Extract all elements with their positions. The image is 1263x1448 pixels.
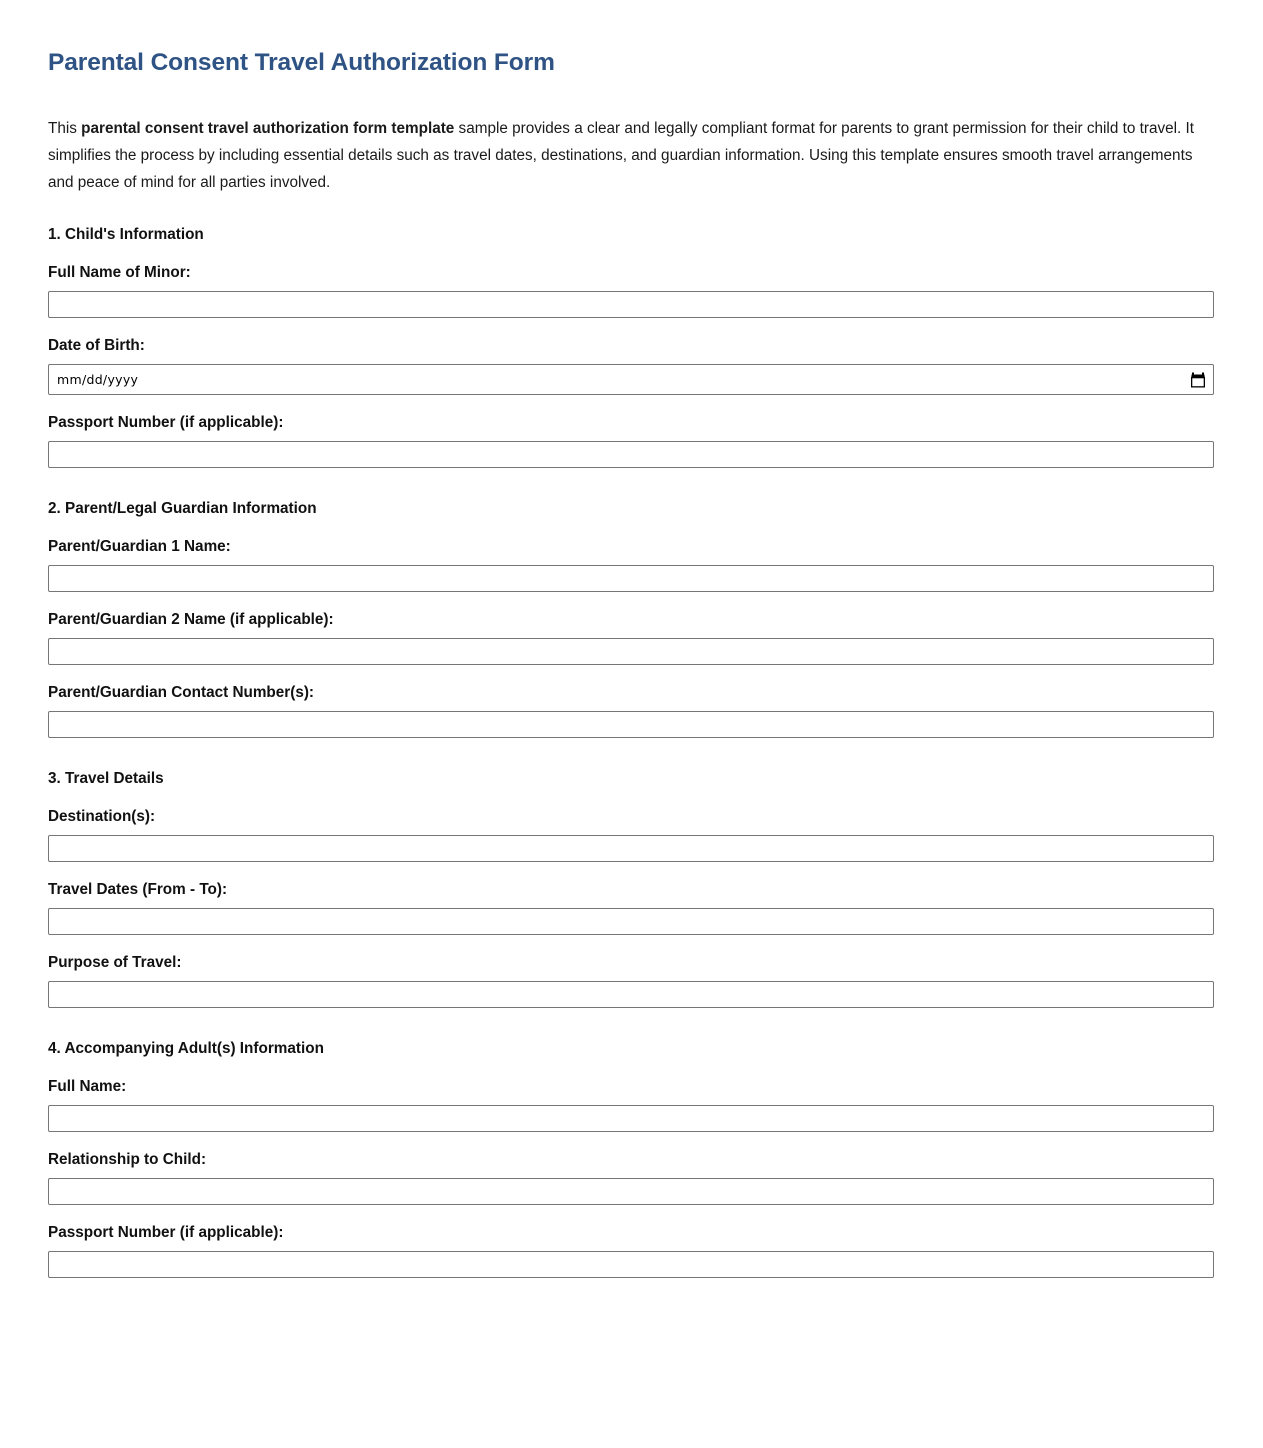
section-heading: 1. Child's Information — [48, 226, 204, 243]
field-passport-number-child — [48, 413, 1215, 468]
field-parent-guardian-2-name — [48, 610, 1215, 665]
field-date-of-birth — [48, 336, 1215, 395]
relationship-to-child-input[interactable] — [48, 1178, 1214, 1205]
field-label: Destination(s): — [48, 808, 156, 825]
date-placeholder-text: mm/dd/yyyy — [57, 372, 139, 387]
travel-dates-input[interactable] — [48, 908, 1214, 935]
date-of-birth-input[interactable] — [48, 364, 1214, 395]
calendar-icon[interactable] — [1191, 372, 1205, 387]
field-label: Full Name of Minor: — [48, 264, 191, 281]
field-label: Parent/Guardian 2 Name (if applicable): — [48, 611, 334, 628]
section-heading: 4. Accompanying Adult(s) Information — [48, 1040, 324, 1057]
intro-paragraph — [48, 115, 1214, 196]
field-label: Relationship to Child: — [48, 1151, 207, 1168]
section-childs-information — [48, 225, 1215, 468]
field-destinations — [48, 807, 1215, 862]
field-purpose-of-travel — [48, 953, 1215, 1008]
field-full-name-of-minor — [48, 263, 1215, 318]
accompanying-full-name-input[interactable] — [48, 1105, 1214, 1132]
section-parent-guardian-information — [48, 499, 1215, 738]
field-parent-guardian-contact-number — [48, 683, 1215, 738]
field-parent-guardian-1-name — [48, 537, 1215, 592]
passport-number-child-input[interactable] — [48, 441, 1214, 468]
intro-text-part1: This — [48, 120, 82, 137]
date-input-box[interactable] — [48, 364, 1214, 395]
field-passport-number-adult — [48, 1223, 1215, 1278]
field-label: Purpose of Travel: — [48, 954, 182, 971]
page-title: Parental Consent Travel Authorization Form — [48, 49, 555, 76]
passport-number-adult-input[interactable] — [48, 1251, 1214, 1278]
field-label: Travel Dates (From - To): — [48, 881, 228, 898]
intro-text-bold: parental consent travel authorization form template — [81, 120, 455, 137]
parent-guardian-contact-number-input[interactable] — [48, 711, 1214, 738]
parent-guardian-2-name-input[interactable] — [48, 638, 1214, 665]
field-relationship-to-child — [48, 1150, 1215, 1205]
section-accompanying-adults-information — [48, 1039, 1215, 1278]
purpose-of-travel-input[interactable] — [48, 981, 1214, 1008]
field-label: Passport Number (if applicable): — [48, 1224, 284, 1241]
section-travel-details — [48, 769, 1215, 1008]
field-label: Parent/Guardian Contact Number(s): — [48, 684, 315, 701]
field-label: Passport Number (if applicable): — [48, 414, 284, 431]
destinations-input[interactable] — [48, 835, 1214, 862]
field-accompanying-full-name — [48, 1077, 1215, 1132]
section-heading: 3. Travel Details — [48, 770, 164, 787]
full-name-of-minor-input[interactable] — [48, 291, 1214, 318]
field-label: Full Name: — [48, 1078, 127, 1095]
section-heading: 2. Parent/Legal Guardian Information — [48, 500, 317, 517]
field-label: Date of Birth: — [48, 337, 145, 354]
field-label: Parent/Guardian 1 Name: — [48, 538, 231, 555]
parent-guardian-1-name-input[interactable] — [48, 565, 1214, 592]
field-travel-dates — [48, 880, 1215, 935]
intro-text-part2: sample provides a clear and legally compliant format for parents to grant permission for their child to travel. It simplifies the process by including essential details such as travel dates, destinations, and guardian information. Using this template ensures smooth travel arrangements and peace of mind for all parties involved. — [48, 120, 1195, 191]
